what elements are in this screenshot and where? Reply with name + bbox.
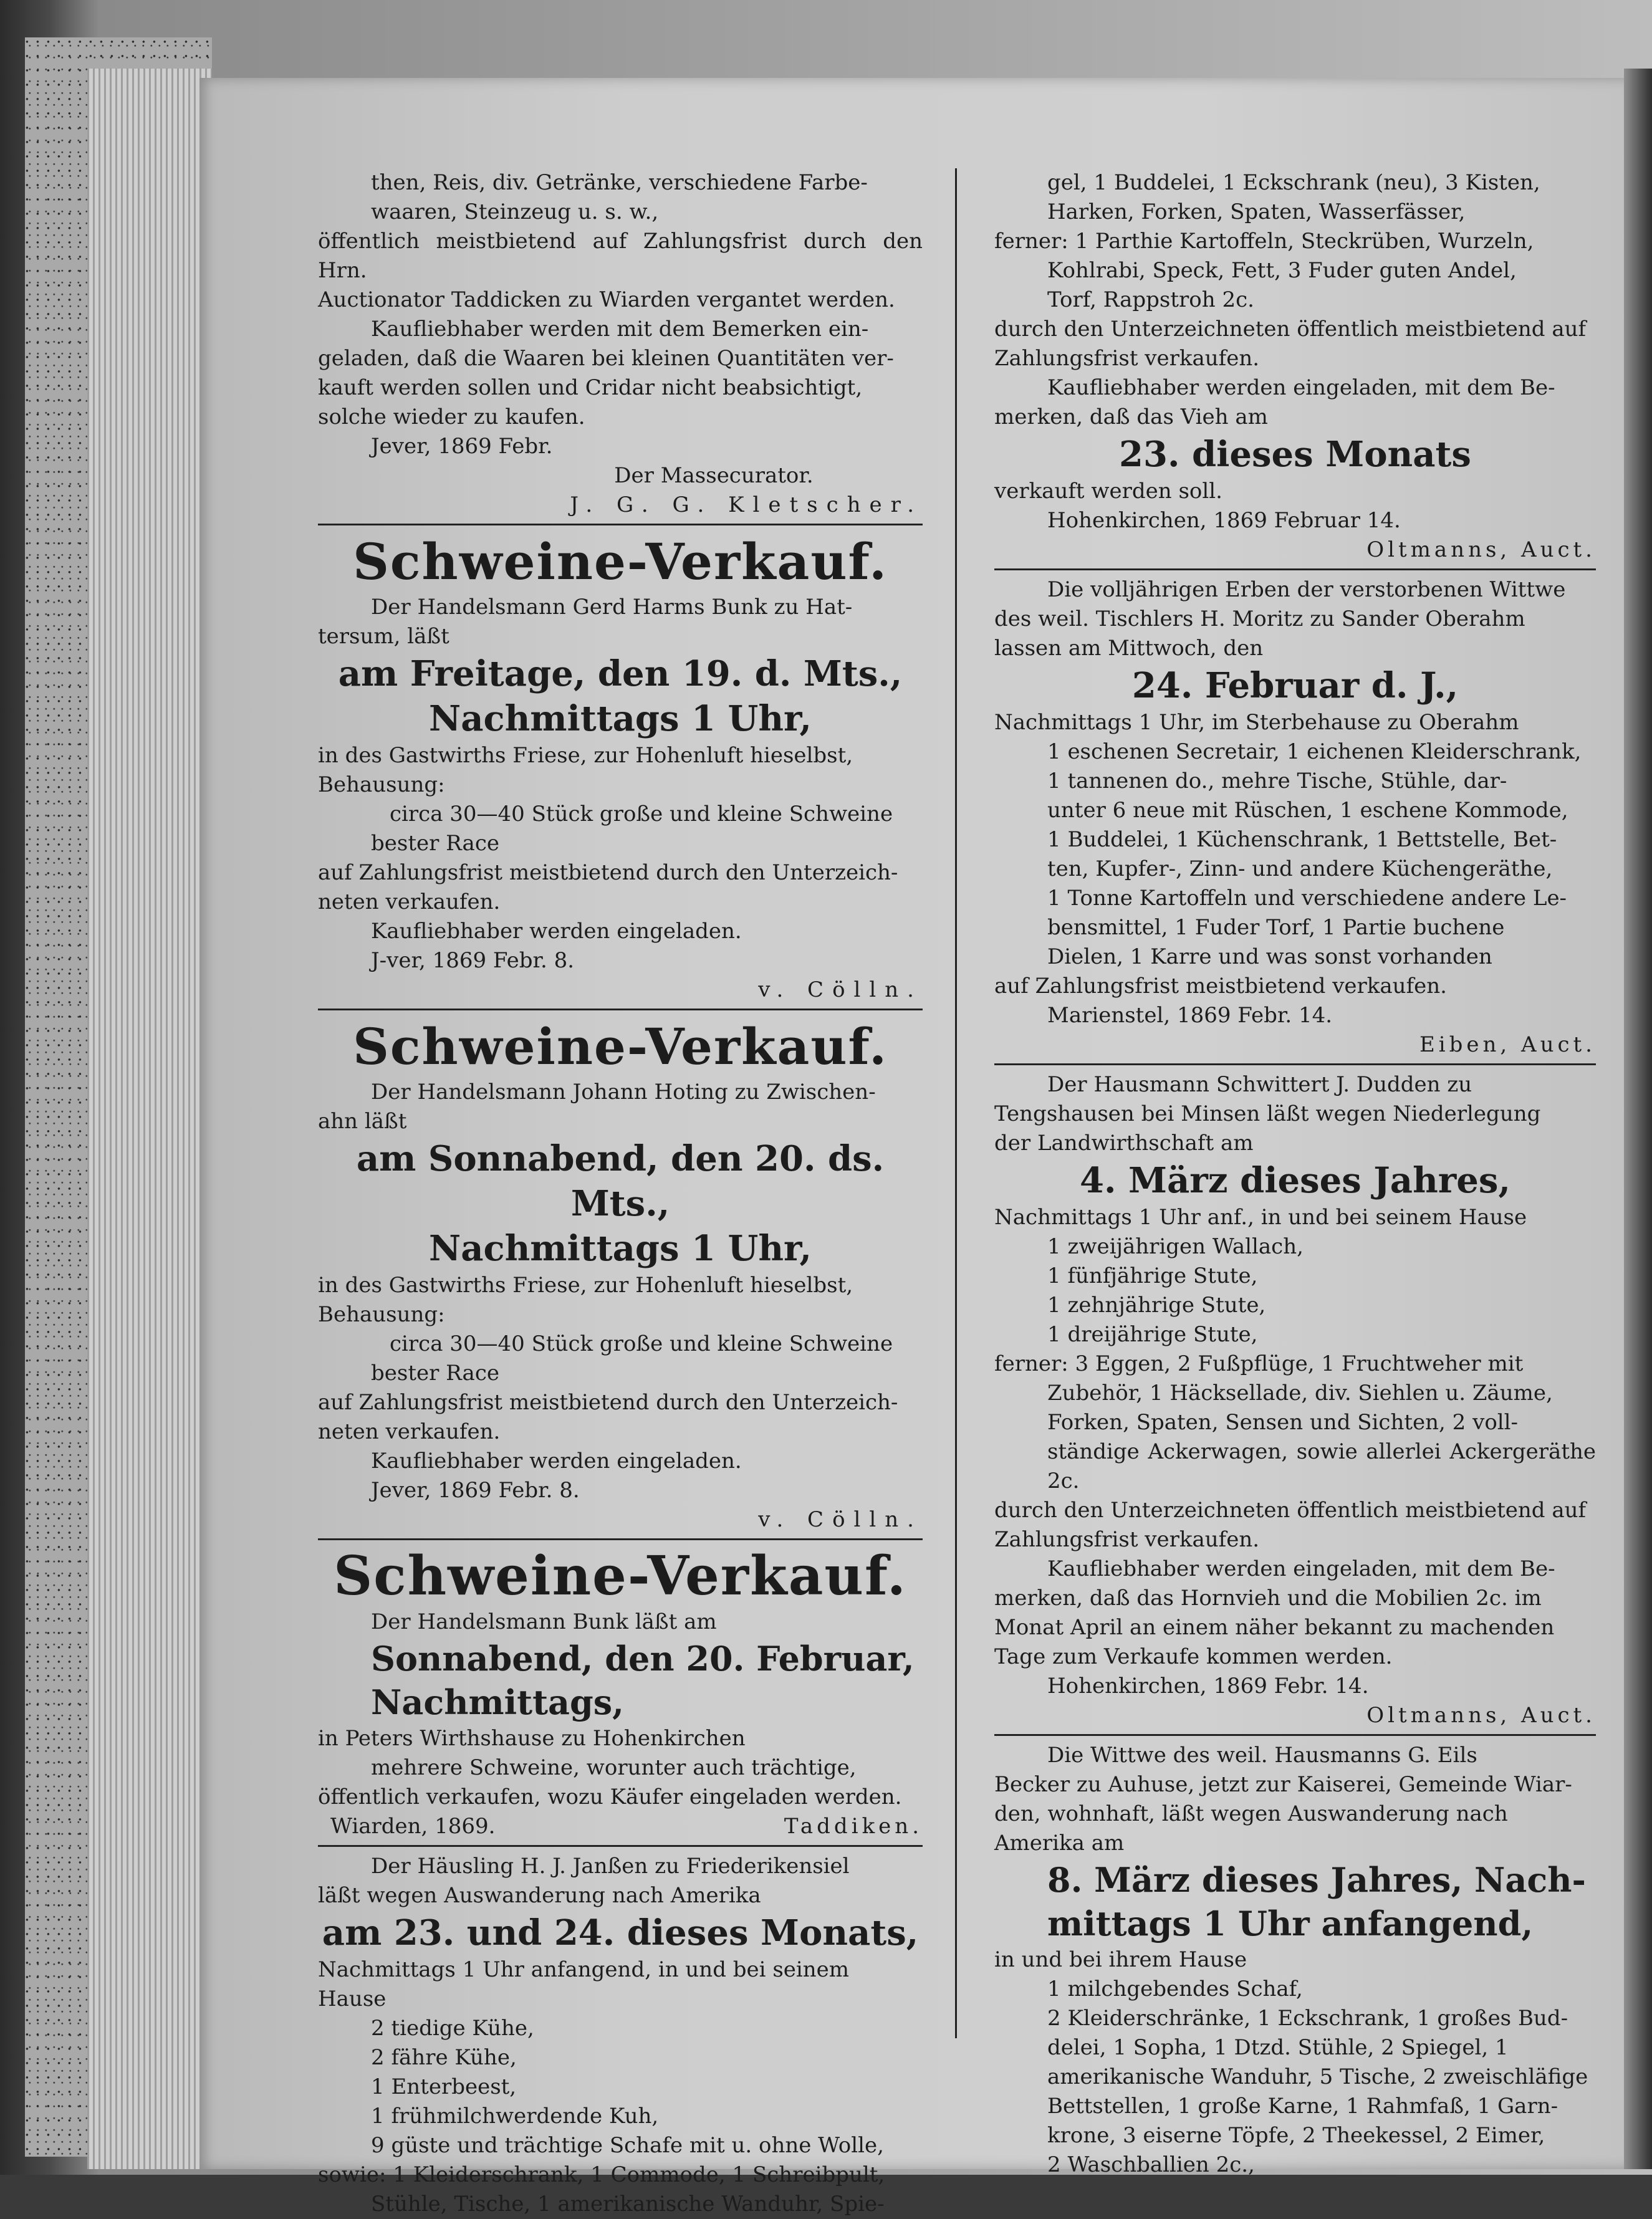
ad-item: 1 zweijährigen Wallach,	[1047, 1234, 1304, 1259]
ad-heading: Schweine-Verkauf.	[334, 1545, 907, 1608]
text-line: Kohlrabi, Speck, Fett, 3 Fuder guten Andel,	[1047, 258, 1517, 283]
ad-item: 1 Enterbeest,	[371, 2074, 517, 2099]
ad-item: 1 milchgebendes Schaf,	[1047, 1977, 1303, 2001]
text-line: öffentlich verkaufen, wozu Käufer eingeladen werden.	[318, 1785, 902, 1809]
left-column	[318, 168, 923, 2219]
ad-intro: Der Häusling H. J. Janßen zu Friederikensiel	[371, 1854, 850, 1879]
text-line: then, Reis, div. Getränke, verschiedene Farbe-	[371, 170, 868, 195]
ad-item: 2 Waschballien 2c.,	[1047, 2152, 1255, 2177]
signature: Oltmanns, Auct.	[1366, 1703, 1596, 1728]
ad-date: 23. dieses Monats	[1119, 434, 1471, 475]
ad-date: am Sonnabend, den 20. ds. Mts.,	[356, 1138, 885, 1224]
ad-terms: auf Zahlungsfrist meistbietend durch den Unterzeich-	[318, 1390, 898, 1415]
ad-item: 2 fähre Kühe,	[371, 2045, 517, 2070]
text-line: gel, 1 Buddelei, 1 Eckschrank (neu), 3 Kisten,	[1047, 170, 1540, 195]
ad-item: 2 Kleiderschränke, 1 Eckschrank, 1 großes Bud-	[1047, 2006, 1568, 2031]
ad-intro: Der Handelsmann Johann Hoting zu Zwischen-	[371, 1080, 876, 1105]
text-line: kauft werden sollen und Cridar nicht beabsichtigt,	[318, 375, 863, 400]
ad-place: in Peters Wirthshause zu Hohenkirchen	[318, 1726, 746, 1751]
ad-date: 4. März dieses Jahres,	[1080, 1160, 1510, 1201]
text-line: solche wieder zu kaufen.	[318, 405, 585, 429]
ad-item: amerikanische Wanduhr, 5 Tische, 2 zweischläfige	[1047, 2064, 1588, 2089]
separator-rule	[318, 1009, 923, 1010]
advertisement-emigration-sale	[318, 1852, 923, 2219]
ad-date: am 23. und 24. dieses Monats,	[322, 1912, 919, 1953]
ad-date: 24. Februar d. J.,	[1131, 665, 1459, 706]
ad-invite: Kaufliebhaber werden eingeladen.	[371, 1449, 742, 1474]
signature: Eiben, Auct.	[1419, 1032, 1596, 1057]
ad-date: Sonnabend, den 20. Februar,	[371, 1639, 915, 1679]
separator-rule	[318, 1538, 923, 1540]
ad-intro: Die volljährigen Erben der verstorbenen Wittwe	[1047, 577, 1566, 602]
ad-intro: Becker zu Auhuse, jetzt zur Kaiserei, Gemeinde Wiar-	[994, 1772, 1572, 1797]
ad-item: 1 zehnjährige Stute,	[1047, 1293, 1266, 1318]
ad-item: 9 güste und trächtige Schafe mit u. ohne Wolle,	[371, 2133, 884, 2158]
ad-time: Nachmittags 1 Uhr anfangend, in und bei seinem	[318, 1957, 850, 1982]
ad-item: circa 30—40 Stück große und kleine Schweine	[390, 1331, 893, 1356]
advertisement-pig-sale-2	[318, 1015, 923, 1535]
ad-terms: neten verkaufen.	[318, 889, 501, 914]
ad-intro: der Landwirthschaft am	[994, 1131, 1254, 1156]
advertisement-farm-sale	[994, 1070, 1596, 1730]
ad-intro: Amerika am	[994, 1831, 1125, 1856]
separator-rule	[318, 524, 923, 525]
ad-time: Hause	[318, 1987, 387, 2011]
place-date: Hohenkirchen, 1869 Febr. 14.	[1047, 1674, 1369, 1699]
signature: v. Cölln.	[758, 1507, 923, 1532]
ad-intro: Tengshausen bei Minsen läßt wegen Niederlegung	[994, 1101, 1541, 1126]
continued-notice	[994, 168, 1596, 565]
ad-intro: den, wohnhaft, läßt wegen Auswanderung nach	[994, 1801, 1508, 1826]
ad-terms: auf Zahlungsfrist meistbietend durch den Unterzeich-	[318, 860, 898, 885]
text-line: waaren, Steinzeug u. s. w.,	[371, 199, 659, 224]
ad-invite: Tage zum Verkaufe kommen werden.	[994, 1644, 1393, 1669]
separator-rule	[994, 1734, 1596, 1736]
signature: Taddiken.	[784, 1814, 923, 1839]
page-edges	[87, 69, 212, 2169]
text-line: Torf, Rappstroh 2c.	[1047, 287, 1254, 312]
signature: J. G. G. Kletscher.	[570, 492, 923, 517]
ad-intro: Der Hausmann Schwittert J. Dudden zu	[1047, 1072, 1472, 1097]
ad-heading: Schweine-Verkauf.	[353, 1017, 888, 1076]
ad-item: krone, 3 eiserne Töpfe, 2 Theekessel, 2 Eimer,	[1047, 2123, 1545, 2148]
ad-item: bester Race	[371, 1361, 499, 1386]
ad-date: 8. März dieses Jahres, Nach-	[1047, 1860, 1586, 1900]
text-line: Kaufliebhaber werden mit dem Bemerken ein-	[371, 317, 869, 342]
ad-place: in des Gastwirths Friese, zur Hohenluft hieselbst,	[318, 1273, 853, 1298]
ad-terms: neten verkaufen.	[318, 1419, 501, 1444]
ad-intro: läßt wegen Auswanderung nach Amerika	[318, 1883, 761, 1908]
binding-shadow	[1624, 69, 1652, 2169]
advertisement-widow-emigration-sale	[994, 1741, 1596, 2180]
text-line: Harken, Forken, Spaten, Wasserfässer,	[1047, 199, 1466, 224]
text-line: geladen, daß die Waaren bei kleinen Quantitäten ver-	[318, 346, 894, 371]
place-date: Marienstel, 1869 Febr. 14.	[1047, 1003, 1333, 1028]
text-line: Stühle, Tische, 1 amerikanische Wanduhr, Spie-	[371, 2192, 885, 2217]
text-line: sowie: 1 Kleiderschrank, 1 Commode, 1 Schreibpult,	[318, 2162, 885, 2187]
text-line: öffentlich meistbietend auf Zahlungsfrist durch den Hrn.	[318, 229, 923, 283]
separator-rule	[318, 1845, 923, 1847]
ad-intro: Der Handelsmann Bunk läßt am	[371, 1609, 717, 1634]
place-date: Hohenkirchen, 1869 Februar 14.	[1047, 508, 1401, 533]
ad-date: am Freitage, den 19. d. Mts.,	[338, 653, 903, 694]
ad-item: bester Race	[371, 831, 499, 856]
ad-intro: Die Wittwe des weil. Hausmanns G. Eils	[1047, 1743, 1477, 1768]
ad-item: 1 Buddelei, 1 Küchenschrank, 1 Bettstelle, Bet-	[1047, 827, 1557, 852]
advertisement-estate-sale	[994, 575, 1596, 1060]
text-line: ferner: 1 Parthie Kartoffeln, Steckrüben, Wurzeln,	[994, 229, 1534, 254]
place-date: Jever, 1869 Febr. 8.	[371, 1478, 580, 1503]
text-line: merken, daß das Vieh am	[994, 405, 1268, 429]
ad-intro: tersum, läßt	[318, 624, 449, 649]
text-line: Kaufliebhaber werden eingeladen, mit dem Be-	[1047, 375, 1555, 400]
ad-time: Nachmittags 1 Uhr anf., in und bei seinem Hause	[994, 1205, 1527, 1230]
text-line: Auctionator Taddicken zu Wiarden vergantet werden.	[318, 287, 895, 312]
ad-time: Nachmittags 1 Uhr,	[429, 698, 812, 739]
signature: Oltmanns, Auct.	[1366, 537, 1596, 562]
ad-item: bensmittel, 1 Fuder Torf, 1 Partie buchene	[1047, 915, 1505, 940]
ad-item: Bettstellen, 1 große Karne, 1 Rahmfaß, 1 Garn-	[1047, 2094, 1558, 2119]
place-date: Jever, 1869 Febr.	[371, 434, 553, 459]
ad-place: Behausung:	[318, 1302, 445, 1327]
ad-item: 1 tannenen do., mehre Tische, Stühle, dar-	[1047, 769, 1507, 793]
place-date-signature-row	[318, 1812, 923, 1841]
place-date: J-ver, 1869 Febr. 8.	[371, 948, 575, 973]
ad-place: in des Gastwirths Friese, zur Hohenluft hieselbst,	[318, 743, 853, 768]
ad-item: ten, Kupfer-, Zinn- und andere Küchengeräthe,	[1047, 856, 1553, 881]
ad-time: Nachmittags 1 Uhr, im Sterbehause zu Oberahm	[994, 710, 1519, 735]
text-line: Forken, Spaten, Sensen und Sichten, 2 voll-	[1047, 1410, 1519, 1435]
advertisement-pig-sale-1	[318, 530, 923, 1005]
advertisement-pig-sale-3	[318, 1545, 923, 1841]
ad-date: mittags 1 Uhr anfangend,	[1047, 1904, 1534, 1943]
text-line: durch den Unterzeichneten öffentlich meistbietend auf	[994, 317, 1587, 342]
place-date: Wiarden, 1869.	[330, 1814, 496, 1839]
ad-item: circa 30—40 Stück große und kleine Schweine	[390, 802, 893, 827]
ad-item: 1 frühmilchwerdende Kuh,	[371, 2104, 659, 2129]
text-line: Zahlungsfrist verkaufen.	[994, 346, 1260, 371]
ad-item: unter 6 neue mit Rüschen, 1 eschene Kommode,	[1047, 798, 1568, 823]
ad-item: Dielen, 1 Karre und was sonst vorhanden	[1047, 944, 1492, 969]
text-line: ständige Ackerwagen, sowie allerlei Ackergeräthe 2c.	[1047, 1439, 1596, 1493]
text-line: verkauft werden soll.	[994, 479, 1222, 504]
ad-intro: des weil. Tischlers H. Moritz zu Sander Oberahm	[994, 606, 1525, 631]
ad-invite: Monat April an einem näher bekannt zu machenden	[994, 1615, 1555, 1640]
ad-intro: lassen am Mittwoch, den	[994, 636, 1264, 661]
ad-time: Nachmittags,	[371, 1682, 624, 1722]
ad-item: 1 Tonne Kartoffeln und verschiedene andere Le-	[1047, 886, 1567, 911]
ad-item: 1 eschenen Secretair, 1 eichenen Kleiderschrank,	[1047, 739, 1582, 764]
ad-invite: Kaufliebhaber werden eingeladen, mit dem Be-	[1047, 1556, 1555, 1581]
ad-intro: ahn läßt	[318, 1109, 407, 1134]
ad-invite: merken, daß das Hornvieh und die Mobilien 2c. im	[994, 1586, 1542, 1611]
right-column	[994, 168, 1596, 2180]
ad-heading: Schweine-Verkauf.	[353, 532, 888, 591]
ad-invite: Kaufliebhaber werden eingeladen.	[371, 919, 742, 944]
ad-item: delei, 1 Sopha, 1 Dtzd. Stühle, 2 Spiegel, 1	[1047, 2035, 1509, 2060]
text-line: Zahlungsfrist verkaufen.	[994, 1527, 1260, 1552]
signatory-role: Der Massecurator.	[614, 463, 814, 488]
signature: v. Cölln.	[758, 977, 923, 1002]
text-line: durch den Unterzeichneten öffentlich meistbietend auf	[994, 1498, 1587, 1523]
text-line: ferner: 3 Eggen, 2 Fußpflüge, 1 Fruchtweher mit	[994, 1351, 1524, 1376]
separator-rule	[994, 1063, 1596, 1065]
continued-notice	[318, 168, 923, 520]
column-divider	[955, 168, 957, 2038]
separator-rule	[994, 568, 1596, 570]
ad-item: 1 fünfjährige Stute,	[1047, 1263, 1258, 1288]
ad-time: Nachmittags 1 Uhr,	[429, 1228, 812, 1269]
ad-item: 1 dreijährige Stute,	[1047, 1322, 1258, 1347]
ad-item: 2 tiedige Kühe,	[371, 2016, 534, 2041]
ad-terms: auf Zahlungsfrist meistbietend verkaufen.	[994, 974, 1447, 999]
ad-intro: Der Handelsmann Gerd Harms Bunk zu Hat-	[371, 595, 853, 620]
text-line: Zubehör, 1 Häcksellade, div. Siehlen u. Zäume,	[1047, 1381, 1553, 1406]
ad-place: in und bei ihrem Hause	[994, 1947, 1247, 1972]
text-line: mehrere Schweine, worunter auch trächtige,	[371, 1755, 857, 1780]
ad-place: Behausung:	[318, 772, 445, 797]
